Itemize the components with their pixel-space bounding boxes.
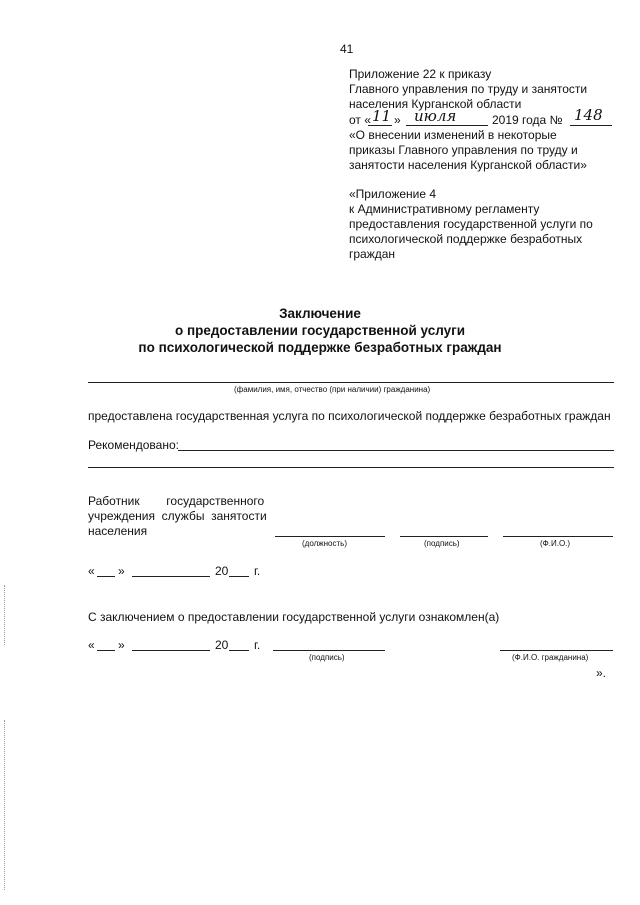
worker-line-2: учреждения службы занятости (88, 509, 267, 523)
citizen-name-line (88, 382, 614, 383)
date1-month-line (132, 576, 210, 577)
signature-caption: (подпись) (424, 539, 460, 548)
header-date-prefix: от « (349, 113, 371, 127)
fio-caption: (Ф.И.О.) (540, 539, 571, 548)
service-provided-text: предоставлена государственная услуга по психологической поддержке безработных граждан (88, 409, 611, 423)
handwritten-month: июля (414, 107, 457, 125)
date2-close-quote: » (118, 638, 125, 652)
header-line-1: Приложение 22 к приказу (349, 67, 492, 81)
header-line-2: Главного управления по труду и занятости (349, 82, 588, 96)
page-number: 41 (340, 42, 354, 56)
header-date-mid: » (394, 113, 401, 127)
signature-line (400, 536, 488, 537)
date2-year-suffix: г. (254, 638, 261, 652)
worker-line-1: Работник государственного (88, 494, 265, 508)
date2-month-line (132, 650, 210, 651)
citizen-name-caption: (фамилия, имя, отчество (при наличии) гражданина) (234, 385, 431, 394)
order-number-underline (570, 125, 612, 126)
handwritten-day: 11 (372, 107, 392, 125)
header-line-7: занятости населения Курганской области» (349, 158, 587, 172)
recommendation-line-1 (178, 450, 614, 451)
header-line-3: населения Курганской области (349, 97, 522, 111)
header-date-year: 2019 года № (492, 113, 563, 127)
recommendation-line-2 (88, 467, 614, 468)
citizen-signature-line (273, 650, 385, 651)
appendix-line-3: предоставления государственной услуги по (349, 217, 593, 231)
appendix-line-1: «Приложение 4 (349, 187, 437, 201)
month-underline (406, 125, 488, 126)
fio-line (503, 536, 613, 537)
citizen-fio-caption: (Ф.И.О. гражданина) (512, 653, 589, 662)
position-caption: (должность) (302, 539, 347, 548)
appendix-line-5: граждан (349, 247, 396, 261)
document-title-line-2: о предоставлении государственной услуги (174, 323, 466, 338)
citizen-signature-caption: (подпись) (309, 653, 345, 662)
header-line-5: «О внесении изменений в некоторые (349, 128, 557, 142)
date2-open-quote: « (88, 638, 95, 652)
scan-edge-mark (4, 585, 6, 645)
recommended-label: Рекомендовано: (88, 438, 179, 452)
worker-line-3: населения (88, 524, 148, 538)
date1-year-suffix: г. (254, 564, 261, 578)
closing-quote-mark: ». (596, 666, 607, 680)
header-line-6: приказы Главного управления по труду и (349, 143, 578, 157)
acquainted-text: С заключением о предоставлении государственной услуги ознакомлен(а) (88, 610, 500, 624)
date2-day-line (97, 650, 115, 651)
date1-day-line (97, 576, 115, 577)
date1-year-line (229, 576, 249, 577)
citizen-fio-line (500, 650, 613, 651)
appendix-line-4: психологической поддержке безработных (349, 232, 583, 246)
date1-year-prefix: 20 (215, 564, 229, 578)
appendix-line-2: к Административному регламенту (349, 202, 540, 216)
date2-year-line (229, 650, 249, 651)
handwritten-order-number: 148 (574, 106, 603, 124)
scan-edge-mark (4, 720, 6, 890)
position-line (275, 536, 385, 537)
document-title-line-3: по психологической поддержке безработных граждан (138, 340, 502, 355)
day-underline (368, 125, 392, 126)
date2-year-prefix: 20 (215, 638, 229, 652)
date1-open-quote: « (88, 564, 95, 578)
document-title-line-1: Заключение (279, 306, 361, 321)
date1-close-quote: » (118, 564, 125, 578)
